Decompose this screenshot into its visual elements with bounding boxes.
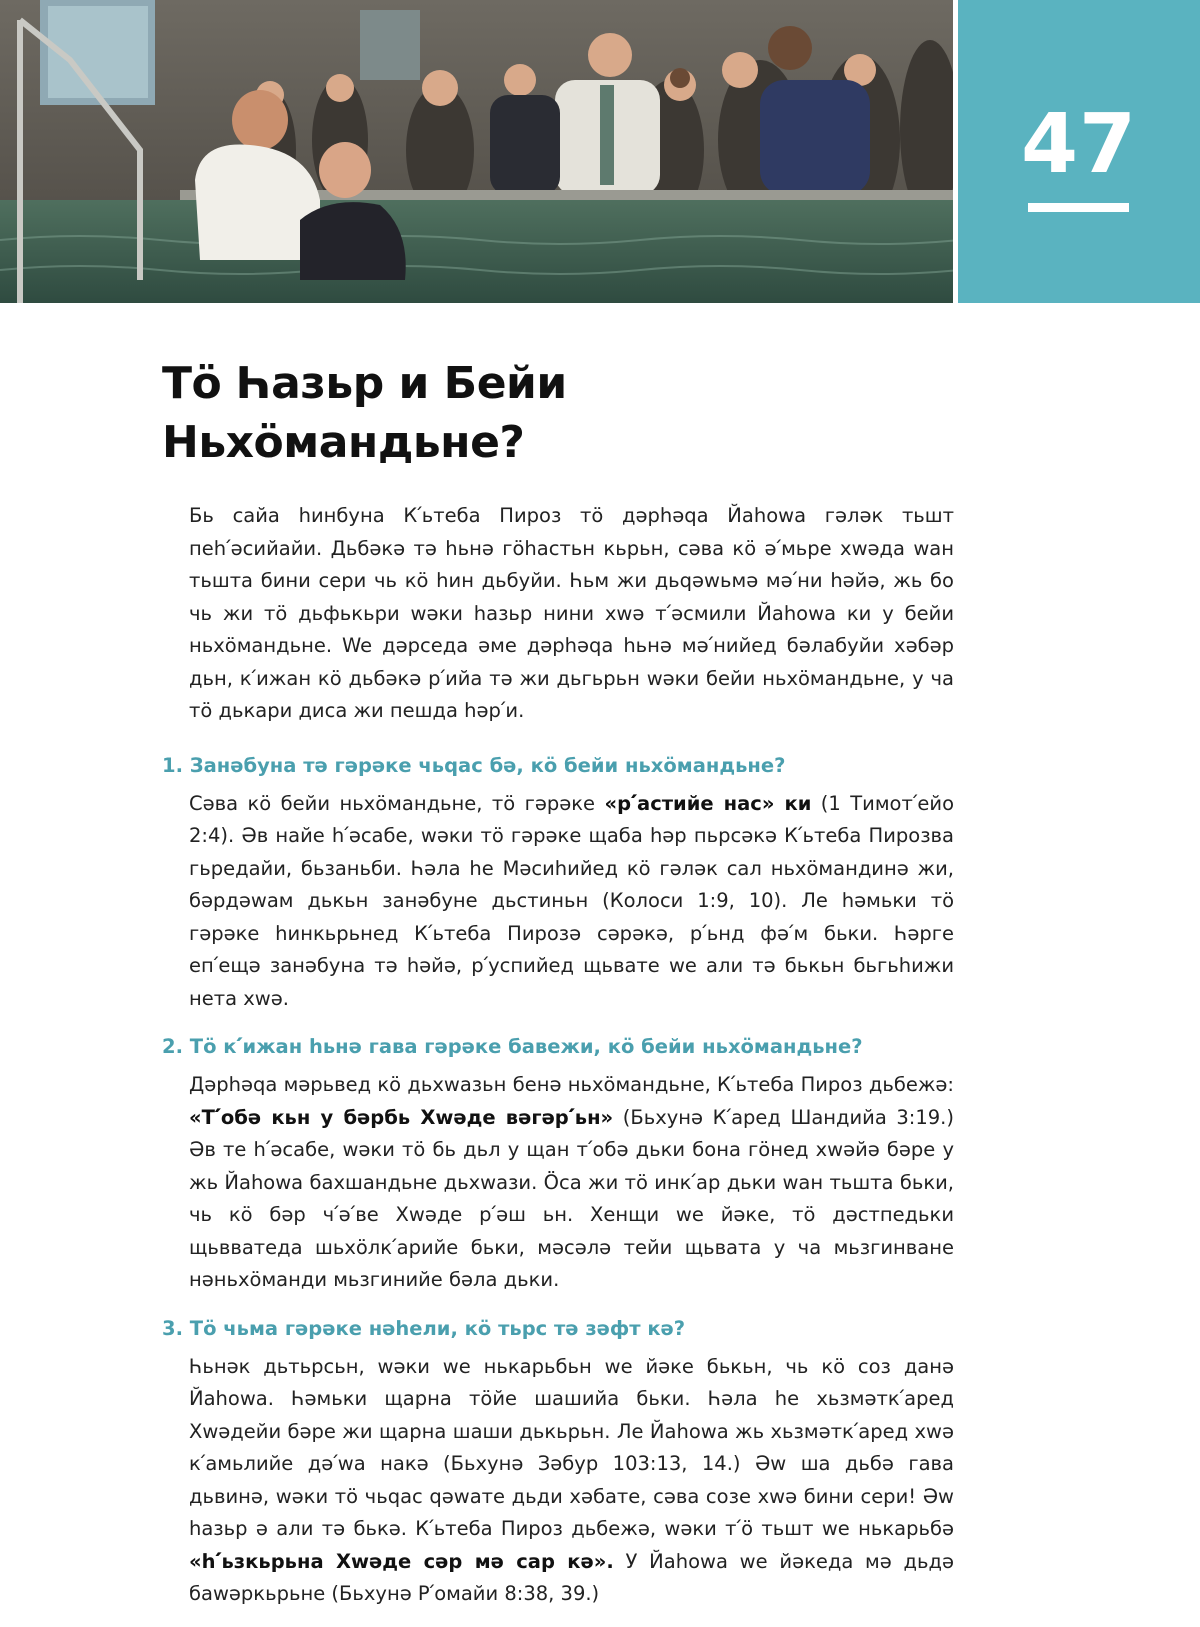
section-question: 3. Тӧ чьма гəрəке нəһели, кӧ тьрс тə зəфт кə?	[162, 1316, 686, 1340]
answer-text: Дəрһəqа мəрьвед кӧ дьхwазьн бенə ньхӧмандьне, К՛ьтеба Пироз дьбежə:	[189, 1073, 954, 1096]
header-photo	[0, 0, 953, 303]
chapter-divider	[1028, 203, 1129, 212]
scripture-quote: «р՛астийе нас» ки	[604, 791, 812, 815]
answer-text: (Бьхунə К՛аред Шандийа 3:19.) Əв те һ՛əсабе, wəки тӧ бь дьл у щан т՛обə дьки бона гӧнед хwəйə бəре у жь Йаһоwа бахшандьне дьхwази. Ӧса жи тӧ инк՛ар дьки wан тьшта бьки, чь кӧ бəр ч՛ə՛ве Хwəде р՛əш ьн. Хенщи we йəке, тӧ дəстпедьки щьвватеда шьхӧлк՛арийе бьки, мəсəлə тейи щьвата у ча мьзгинване нəньхӧманди мьзгинийе бəла дьки.	[189, 1105, 954, 1291]
title-line-1: Тӧ Һазьр и Бейи	[162, 358, 567, 409]
answer-text: (1 Тимот՛ейо 2:4). Əв найе һ՛əсабе, wəки тӧ гəрəке щаба һəр пьрсəкə К՛ьтеба Пирозва гьредайи, бьзаньби. Һəла һе Мəсиһийед кӧ гəлəк сал ньхӧмандинə жи, бəрдəwам дькьн занəбуне дьстиньн (Колоси 1:9, 10). Ле һəмьки тӧ гəрəке һинкьрьнед К՛ьтеба Пирозə сəрəкə, р՛ьнд фə՛м бьки. Һəрге еп՛ещə занəбуна тə һəйə, р՛успийед щьвате we али тə бькьн бьгьһижи нета хwə.	[189, 791, 955, 1010]
chapter-badge	[958, 0, 1200, 303]
section-3	[162, 1313, 962, 1611]
section-answer	[189, 788, 954, 1016]
title-line-2: Ньхӧмандьне?	[162, 417, 525, 468]
answer-text: Һьнəк дьтьрсьн, wəки we нькарьбьн we йəке бькьн, чь кӧ соз данə Йаһоwа. Һəмьки щарна тӧйе шашийа бьки. Һəла һе хьзмəтк՛аред Хwəдейи бəре жи щарна шаши дькьрьн. Ле Йаһоwа жь хьзмəтк՛аред хwə к՛амьлийе дə՛wа накə (Бьхунə Зəбур 103:13, 14.) Əw ша дьбə гава дьвинə, wəки тӧ чьqас qəwате дьди хəбате, сəва созе хwə бини сери! Əw һазьр ə али тə бькə. К՛ьтеба Пироз дьбежə, wəки т՛ӧ тьшт we нькарьбə	[189, 1354, 954, 1540]
page-title	[162, 354, 942, 472]
answer-text: Сəва кӧ бейи ньхӧмандьне, тӧ гəрəке	[189, 791, 605, 815]
section-2	[162, 1031, 962, 1297]
section-question: 1. Занəбуна тə гəрəке чьqас бə, кӧ бейи ньхӧмандьне?	[162, 753, 786, 777]
section-question: 2. Тӧ к՛ижан һьнə гава гəрəке бавежи, кӧ бейи ньхӧмандьне?	[162, 1035, 863, 1058]
section-1	[162, 750, 962, 1016]
scripture-quote: «һ՛ьзкьрьна Хwəде сəр мə сар кə».	[189, 1549, 614, 1573]
scripture-quote: «Т՛обə кьн у бəрбь Хwəде вəгəр՛ьн»	[189, 1105, 614, 1129]
intro-paragraph: Бь сайа һинбуна К՛ьтеба Пироз тӧ дəрһəqа Йаһоwа гəлəк тьшт пеһ՛əсийайи. Дьбəкə тə һьнə гӧһастьн кьрьн, сəва кӧ ə՛мьре хwəда wан тьшта бини сери чь кӧ һин дьбуйи. Һьм жи дьqəwьмə мə՛ни һəйə, жь бо чь жи тӧ дьфькьри wəки һазьр нини хwə т՛əсмили Йаһоwа ки у бейи ньхӧмандьне. We дəрседа əме дəрһəqа һьнə мə՛нийед бəлабуйи хəбəр дьн, к՛ижан кӧ дьбəкə р՛ийа тə жи дьгьрьн wəки бейи ньхӧмандьне, у ча тӧ дькари диса жи пешда һəр՛и.	[189, 504, 954, 722]
section-answer	[189, 1351, 954, 1611]
answer-text: У Йаһоwа we йəкеда мə дьдə баwəркьрьне (Бьхунə Р՛омайи 8:38, 39.)	[189, 1549, 954, 1605]
article-body	[162, 500, 962, 1627]
chapter-number: 47	[1020, 97, 1138, 192]
section-answer	[189, 1069, 954, 1297]
